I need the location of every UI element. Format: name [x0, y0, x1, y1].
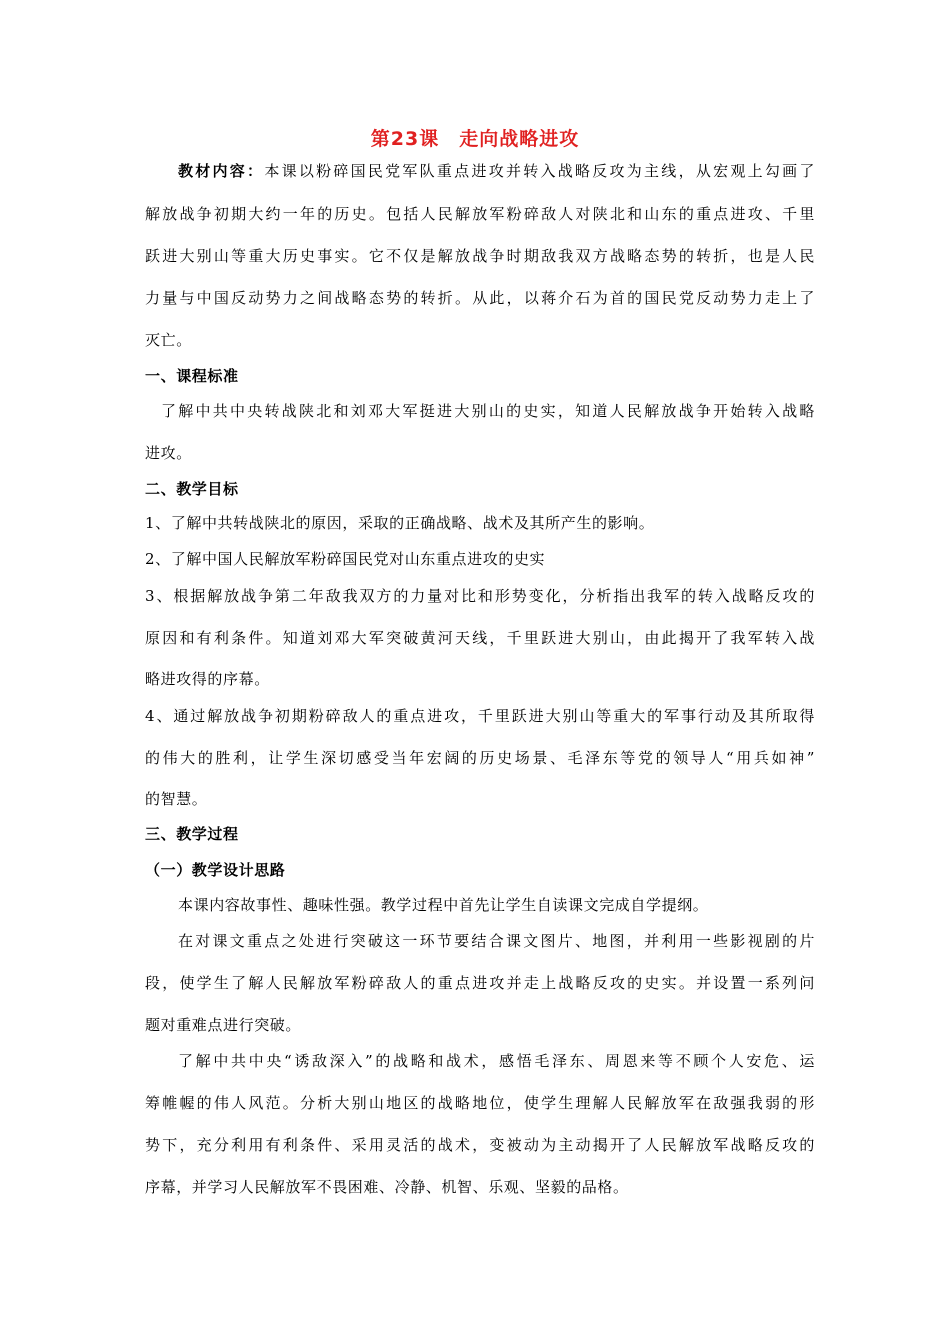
- process-line-5: 了解中共中央“诱敌深入”的战略和战术，感悟毛泽东、周恩来等不顾个人安危、运: [178, 1052, 815, 1070]
- section2-heading: 二、教学目标: [145, 480, 239, 498]
- process-line-3: 段，使学生了解人民解放军粉碎敌人的重点进攻并走上战略反攻的史实。并设置一系列问: [145, 974, 815, 992]
- process-line-6: 筹帷幄的伟人风范。分析大别山地区的战略地位，使学生理解人民解放军在敌强我弱的形: [145, 1094, 815, 1112]
- section3-heading: 三、教学过程: [145, 825, 239, 843]
- intro-line-2: 解放战争初期大约一年的历史。包括人民解放军粉碎敌人对陕北和山东的重点进攻、千里: [145, 205, 815, 223]
- section1-line-1: 了解中共中央转战陕北和刘邓大军挺进大别山的史实，知道人民解放战争开始转入战略: [161, 402, 815, 420]
- objective-3-line-1: 3、根据解放战争第二年敌我双方的力量对比和形势变化，分析指出我军的转入战略反攻的: [145, 587, 815, 605]
- intro-line-1: 教材内容：本课以粉碎国民党军队重点进攻并转入战略反攻为主线，从宏观上勾画了: [178, 162, 815, 180]
- intro-line-4: 力量与中国反动势力之间战略态势的转折。从此，以蒋介石为首的国民党反动势力走上了: [145, 289, 815, 307]
- objective-4-line-1: 4、通过解放战争初期粉碎敌人的重点进攻，千里跃进大别山等重大的军事行动及其所取得: [145, 707, 815, 725]
- lesson-title: 第23课 走向战略进攻: [370, 128, 580, 150]
- section1-line-2: 进攻。: [145, 444, 192, 462]
- process-line-1: 本课内容故事性、趣味性强。教学过程中首先让学生自读课文完成自学提纲。: [178, 896, 709, 914]
- process-line-4: 题对重难点进行突破。: [145, 1016, 302, 1034]
- objective-1: 1、了解中共转战陕北的原因，采取的正确战略、战术及其所产生的影响。: [145, 514, 655, 532]
- objective-3-line-2: 原因和有利条件。知道刘邓大军突破黄河天线，千里跃进大别山，由此揭开了我军转入战: [145, 629, 815, 647]
- objective-2: 2、了解中国人民解放军粉碎国民党对山东重点进攻的史实: [145, 550, 546, 568]
- objective-4-line-2: 的伟大的胜利，让学生深切感受当年宏阔的历史场景、毛泽东等党的领导人“用兵如神”: [145, 749, 815, 767]
- intro-line-5: 灭亡。: [145, 331, 192, 349]
- intro-label: 教材内容：: [178, 162, 265, 180]
- process-line-7: 势下，充分利用有利条件、采用灵活的战术，变被动为主动揭开了人民解放军战略反攻的: [145, 1136, 815, 1154]
- section3-subheading: （一）教学设计思路: [145, 861, 286, 879]
- process-line-8: 序幕，并学习人民解放军不畏困难、冷静、机智、乐观、坚毅的品格。: [145, 1178, 629, 1196]
- intro-line-3: 跃进大别山等重大历史事实。它不仅是解放战争时期敌我双方战略态势的转折，也是人民: [145, 247, 815, 265]
- section1-heading: 一、课程标准: [145, 367, 239, 385]
- objective-3-line-3: 略进攻得的序幕。: [145, 670, 270, 688]
- objective-4-line-3: 的智慧。: [145, 790, 208, 808]
- process-line-2: 在对课文重点之处进行突破这一环节要结合课文图片、地图，并利用一些影视剧的片: [178, 932, 815, 950]
